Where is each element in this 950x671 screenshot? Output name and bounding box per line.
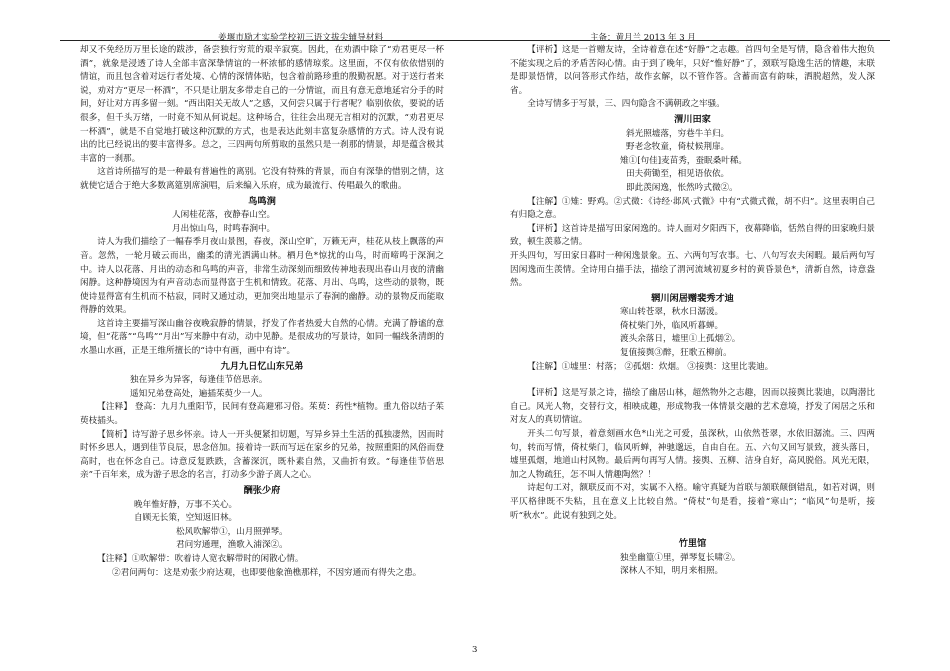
- right-column: [510, 44, 875, 579]
- poem-line: 独坐幽篁①里，弹琴复长啸②。: [620, 552, 741, 563]
- poem-line: 人闲桂花落，夜静春山空。: [172, 210, 276, 221]
- spacer: [510, 523, 875, 536]
- comment: 【评析】这是一首赠友诗，全诗着意在述“好静”之志趣。首四句全是写情，隐含着伟大抱负不能实现之后的矛盾苦闷心情。由于到了晚年，只好“惟好静”了，颈联写隐逸生活的情趣，末联是即景悟情，以问答形式作结，故作玄解，以不管作答。含蓄而富有韵味，洒脱超然，发人深省。: [510, 45, 875, 96]
- poem-line: 月出惊山鸟，时鸣春涧中。: [172, 223, 276, 234]
- comment: 开头四句，写田家日暮时一种闲逸景象。五、六两句写农事。七、八句写农夫闲暇。最后两句写因闲逸而生羡情。全诗用白描手法，描绘了渭河流域初夏乡村的黄昏景色*，清新自然，诗意盎然。: [510, 250, 875, 289]
- poem-title: 竹里馆: [678, 538, 707, 550]
- note: ②君问两句：这是劝张少府达观，也即要他象渔樵那样，不因穷通而有得失之患。: [112, 567, 422, 578]
- note: 【注解】①墟里：村落； ②孤烟：炊烟。 ③接舆：这里比裴迪。: [527, 361, 774, 372]
- poem-line: 雉①[句佳]麦苗秀，蚕眠桑叶稀。: [620, 155, 748, 166]
- comment: 【评析】这首诗是描写田家闲逸的。诗人面对夕阳西下，夜幕降临，恬然自得的田家晚归景致，顿生羡慕之情。: [510, 223, 875, 248]
- note: 【注释】①吹解带：吹着诗人宽衣解带时的闲散心情。: [97, 553, 304, 564]
- page-number: 3: [472, 645, 478, 655]
- paragraph: 诗人为我们描绘了一幅春季月夜山景图，春夜，深山空旷，万籁无声，桂花从枝上飘落的声音。忽然，一轮月破云而出，幽柔的清光洒满山林。栖月色*惊扰的山鸟，时而啼鸣于深涧之中。诗人以花落、月出的动态和鸟鸣的声音，非常生动深刻而细致传神地表现出春山月夜的清幽闲静。这种静境因为有声音动态而显得富于生机和情致。花落、月出、鸟鸣，这些动的景物，既使诗显得富有生机而不枯寂，同时又通过动，更加突出地显示了春涧的幽静。动的景物反而能取得静的效果。: [80, 237, 444, 316]
- poem-line: 独在异乡为异客，每逢佳节倍思亲。: [130, 375, 268, 386]
- header-rule: [60, 40, 890, 41]
- comment: 【评析】这是写景之诗，描绘了幽居山林，超然物外之志趣，因而以接舆比裴迪，以陶潜比自己。风光人物，交替行文，相映成趣，形成物我一体情景交融的艺术意境，抒发了闲居之乐和对友人的真切情谊。: [510, 388, 875, 426]
- poem-title: 九月九日忆山东兄弟: [220, 360, 304, 372]
- comment: 诗起句工对，额联反而不对，实属不入格。喻守真疑为首联与颔联颠倒错乱，如若对调，则平仄格律既不失粘，且在意义上比较自然。“倚杖”句是看，接着“寒山”；“临风”句是听，接听“秋水”。此说有独到之处。: [510, 483, 875, 521]
- paragraph: 这首诗所描写的是一种最有普遍性的离别。它没有特殊的背景，而自有深挚的惜别之情，这就使它适合于绝大多数离筵别席演唱，后来编入乐府，成为最流行、传唱最久的歌曲。: [80, 167, 444, 191]
- left-column: [80, 44, 444, 580]
- poem-line: 自顾无长策，空知返旧林。: [134, 513, 238, 524]
- poem-line: 即此羡闲逸，怅然吟式微②。: [626, 182, 738, 193]
- poem-line: 倚杖柴门外，临风听暮蝉。: [620, 320, 724, 331]
- note: 【注解】①雉：野鸡。②式微：《诗经·邶风·式微》中有“式微式微，胡不归”。这里表明自己有归隐之意。: [510, 196, 875, 221]
- poem-line: 晚年惟好静，万事不关心。: [134, 499, 238, 510]
- poem-line: 复值接舆③醉，狂歌五柳前。: [620, 348, 732, 359]
- header-author-date: 主备：黄月兰 2013 年 3 月: [590, 33, 696, 43]
- poem-title: 酬张少府: [243, 485, 281, 496]
- note: 【注释】 登高：九月九重阳节，民间有登高避邪习俗。茱萸：药性*植物。重九俗以结子茱萸枝插头。: [80, 402, 444, 427]
- poem-title: 辋川闲居赠裴秀才迪: [651, 292, 734, 304]
- poem-line: 田夫荷锄至，相见语依依。: [626, 169, 730, 180]
- poem-line: 寒山转苍翠，秋水日潺湲。: [620, 307, 724, 318]
- analysis: 【简析】诗写游子思乡怀亲。诗人一开头便紧扣切题，写异乡异土生活的孤独凄然，因而时时怀乡思人，遇到佳节良辰，思念倍加。接着诗一跃而写远在家乡的兄弟，按照重阳的风俗而登高时，也在怀念自己。诗意反复跌跌，含蓄深沉，既朴素自然，又曲折有致。“每逢佳节倍思亲”千百年来，成为游子思念的名言，打动多少游子离人之心。: [80, 429, 444, 481]
- poem-line: 君问穷通理，渔歌入浦深②。: [176, 540, 288, 551]
- paragraph: 这首诗主要描写深山幽谷夜晚寂静的情景，抒发了作者热爱大自然的心情。充满了静谧的意境，但“花落”“鸟鸣”“月出”写来静中有动，动中见静。是很成功的写景诗，如同一幅线条清朗的水墨山水画，正是王维所擅长的“诗中有画，画中有诗”。: [80, 318, 444, 357]
- poem-title: 鸟鸣涧: [248, 195, 276, 207]
- comment: 开头二句写景，着意刻画水色*山光之可爱，虽深秋，山依然苍翠，水依旧潺流。三、四两句，转而写情，倚杖柴门，临风听蝉，神驰邈远，自由自在。五、六句又回写景致，渡头落日，墟里孤烟，地道山村风物。最后两句再写人情。接舆、五柳、洁身自好，高风脱俗。风光无限，加之人物疏狂，怎不叫人情趣陶然？！: [510, 429, 875, 480]
- poem-title: 渭川田家: [674, 113, 711, 125]
- poem-line: 野老念牧童，倚杖候荆扉。: [626, 142, 730, 153]
- poem-line: 松风吹解带①，山月照弹琴。: [176, 526, 288, 537]
- paragraph: 全诗写情多于写景，三、四句隐含不满朝政之牢骚。: [527, 99, 725, 110]
- poem-line: 深林人不知，明月来相照。: [620, 566, 724, 577]
- paragraph: 却又不免经历万里长途的跋涉，备尝独行穷荒的艰辛寂寞。因此，在劝酒中除了“劝君更尽一杯酒”，就象是浸透了诗人全部丰富深挚情谊的一杯浓郁的感情琼浆。这里面，不仅有依依惜别的情谊，而且包含着对远行者处境、心情的深情体贴，包含着前路珍重的殷勤祝愿。对于送行者来说，劝对方“更尽一杯酒”，不只是让朋友多带走自己的一分情谊，而且有意无意地延宕分手的时间，好让对方再多留一刻。“西出阳关无故人”之感，又何尝只属于行者呢？临别依依，要说的话很多，但千头万绪，一时竟不知从何说起。这种场合，往往会出现无言相对的沉默，“劝君更尽一杯酒”，就是不自觉地打破这种沉默的方式，也是表达此刻丰富复杂感情的方式。诗人没有说出的比已经说出的要丰富得多。总之，三四两句所剪取的虽然只是一刹那的情景，却是蕴含极其丰富的一刹那。: [80, 45, 444, 164]
- poem-line: 遥知兄弟登高处，遍插茱萸少一人。: [130, 388, 268, 399]
- spacer: [510, 374, 875, 387]
- poem-line: 渡头余落日，墟里①上孤烟②。: [620, 334, 741, 345]
- poem-line: 斜光照墟落，穷巷牛羊归。: [626, 128, 730, 139]
- header-title: 姜堰市励才实验学校初三语文拔尖辅导材料: [218, 33, 384, 43]
